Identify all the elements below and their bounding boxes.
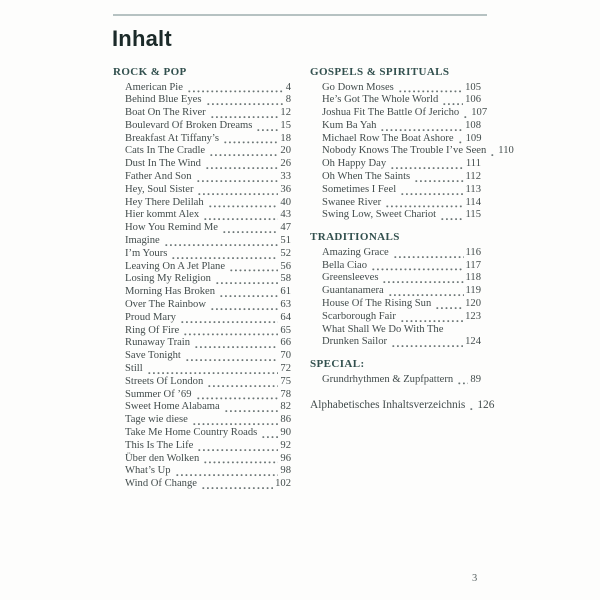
toc-entry [113,261,291,274]
toc-entry [113,363,291,376]
entry-page-number: 120 [465,297,481,309]
entry-title: Über den Wolken [125,452,200,464]
entry-title: Scarborough Fair [322,310,396,322]
entry-title: Sweet Home Alabama [125,401,220,413]
toc-entry [113,107,291,120]
toc-entry [113,453,291,466]
entry-page-number: 72 [280,363,291,375]
dot-leader [261,427,278,440]
entry-title: Over The Rainbow [125,299,207,311]
dot-leader [256,120,278,133]
toc-column-left [113,66,291,491]
entry-title: Streets Of London [125,375,204,387]
entry-title: This Is The Life [125,439,194,451]
entry-page-number: 65 [280,324,291,336]
entry-title: Oh When The Saints [322,171,411,183]
toc-column-right [310,66,514,412]
dot-leader [222,222,278,235]
entry-title: Joshua Fit The Battle Of Jericho [322,107,460,119]
entry-page-number: 106 [465,94,481,106]
toc-section [310,358,481,386]
entry-page-number: 108 [465,119,481,131]
dot-leader [185,350,279,363]
entry-title: Kum Ba Yah [322,119,377,131]
toc-entry [310,324,481,337]
toc-entry [310,298,481,311]
toc-entry [310,260,481,273]
entry-page-number: 82 [280,401,291,413]
dot-leader [435,298,463,311]
entry-page-number: 58 [280,273,291,285]
entry-title: Guantanamera [322,285,384,297]
entry-page-number: 119 [465,285,481,297]
entry-title: Dust In The Wind [125,158,201,170]
entry-title: Hey There Delilah [125,196,204,208]
dot-leader [171,248,278,261]
toc-entry [113,209,291,222]
entry-page-number: 115 [465,209,481,221]
dot-leader [210,107,279,120]
dot-leader [380,120,463,133]
toc-entry [310,94,481,107]
toc-entry [310,197,481,210]
dot-leader [229,261,278,274]
toc-entry [113,427,291,440]
entry-title: Nobody Knows The Trouble I’ve Seen [322,145,487,157]
entry-page-number: 78 [280,388,291,400]
dot-leader [388,285,464,298]
dot-leader [180,312,279,325]
dot-leader [192,414,279,427]
dot-leader [393,247,464,260]
toc-entry [310,272,481,285]
toc-entry [113,478,291,491]
toc-entry [113,248,291,261]
toc-entry [310,209,481,222]
toc-entry [113,299,291,312]
toc-entry [310,399,495,412]
entry-page-number: 117 [465,259,481,271]
toc-entry [310,247,481,260]
toc-entry [113,133,291,146]
toc-entry [113,94,291,107]
entry-page-number: 109 [465,132,482,144]
entry-title: What Shall We Do With The [322,323,444,335]
entry-title: Greensleeves [322,272,379,284]
entry-title: Losing My Religion [125,273,211,285]
entry-title: Boulevard Of Broken Dreams [125,119,253,131]
entry-page-number: 66 [280,337,291,349]
dot-leader [194,337,278,350]
dot-leader [371,260,463,273]
entry-title: Proud Mary [125,311,176,323]
entry-title: Tage wie diese [125,414,188,426]
dot-leader [400,184,463,197]
toc-entry [113,389,291,402]
entry-title: Cats In The Cradle [125,145,206,157]
toc-entry [113,171,291,184]
toc-entry [310,82,481,95]
entry-title: He’s Got The Whole World [322,94,439,106]
entry-page-number: 47 [280,222,291,234]
entry-page-number: 110 [498,145,514,157]
entry-page-number: 20 [280,145,291,157]
dot-leader [203,453,278,466]
entry-page-number: 118 [465,272,481,284]
toc-entry [113,440,291,453]
toc-entry [113,158,291,171]
toc-entry [113,376,291,389]
dot-leader [175,465,279,478]
dot-leader [414,171,463,184]
entry-title: Take Me Home Country Roads [125,427,258,439]
toc-entry [113,222,291,235]
entry-title: Grundrhythmen & Zupfpattern [322,373,454,385]
dot-leader [382,272,463,285]
dot-leader [391,336,463,349]
dot-leader [463,107,469,120]
entry-page-number: 96 [280,452,291,464]
entry-title: Wind Of Change [125,478,197,490]
entry-title: Ring Of Fire [125,324,180,336]
folio-page-number: 3 [472,573,478,584]
entry-page-number: 107 [471,107,488,119]
toc-entry [310,107,488,120]
dot-leader [206,94,284,107]
toc-entry [113,401,291,414]
section-heading: SPECIAL: [310,358,365,371]
toc-entry [310,285,481,298]
entry-title: Morning Has Broken [125,286,216,298]
dot-leader [197,440,278,453]
toc-entry [113,312,291,325]
dot-leader [215,273,278,286]
entry-page-number: 102 [275,478,291,490]
entry-title: Sometimes I Feel [322,183,397,195]
entry-page-number: 90 [280,427,291,439]
entry-page-number: 98 [280,465,291,477]
toc-entry [113,286,291,299]
toc-section [310,399,495,412]
dot-leader [207,376,278,389]
dot-leader [398,82,463,95]
toc-entry [310,311,481,324]
dot-leader [197,184,278,197]
entry-page-number: 61 [280,286,291,298]
entry-title: Alphabetisches Inhaltsverzeichnis [310,399,466,412]
entry-page-number: 111 [465,158,481,170]
dot-leader [440,209,463,222]
dot-leader [390,158,464,171]
toc-entry [310,158,481,171]
entry-title: Behind Blue Eyes [125,94,202,106]
toc-entry [310,120,481,133]
toc-entry [113,465,291,478]
entry-page-number: 105 [465,81,481,93]
toc-section [310,66,514,222]
entry-title: How You Remind Me [125,222,218,234]
toc-entry [310,133,481,146]
dot-leader [223,133,278,146]
entry-page-number: 52 [280,247,291,259]
entry-title: Drunken Sailor [322,336,388,348]
dot-leader [183,325,278,338]
section-heading: TRADITIONALS [310,231,400,244]
entry-page-number: 12 [280,107,291,119]
toc-entry [113,82,291,95]
entry-page-number: 126 [477,399,495,412]
entry-page-number: 51 [280,235,291,247]
entry-page-number: 86 [280,414,291,426]
entry-page-number: 64 [280,311,291,323]
entry-page-number: 18 [280,132,291,144]
entry-page-number: 36 [280,183,291,195]
entry-page-number: 113 [465,183,481,195]
section-heading: ROCK & POP [113,66,187,78]
entry-title: Father And Son [125,171,192,183]
entry-page-number: 56 [280,260,291,272]
toc-entry [113,273,291,286]
entry-page-number: 63 [280,299,291,311]
entry-title: I’m Yours [125,247,168,259]
dot-leader [457,374,468,387]
toc-entry [113,325,291,338]
toc-entry [113,184,291,197]
entry-title: Swing Low, Sweet Chariot [322,209,437,221]
entry-title: What’s Up [125,465,171,477]
dot-leader [458,133,464,146]
dot-leader [205,158,278,171]
toc-entry [113,235,291,248]
dot-leader [164,235,279,248]
dot-leader [469,399,475,412]
dot-leader [385,197,463,210]
toc-entry [310,184,481,197]
entry-title: Hier kommt Alex [125,209,200,221]
toc-entry [310,145,514,158]
dot-leader [219,286,278,299]
entry-title: Swanee River [322,196,382,208]
entry-title: Michael Row The Boat Ashore [322,132,454,144]
entry-title: Boat On The River [125,107,206,119]
dot-leader [209,145,278,158]
entry-title: Runaway Train [125,337,191,349]
toc-entry [310,336,481,349]
entry-title: Save Tonight [125,350,181,362]
entry-title: Bella Ciao [322,259,368,271]
dot-leader [442,94,463,107]
dot-leader [147,363,279,376]
entry-page-number: 116 [465,246,481,258]
entry-title: House Of The Rising Sun [322,297,432,309]
dot-leader [187,82,284,95]
entry-title: Still [125,363,143,375]
dot-leader [203,209,278,222]
entry-page-number: 124 [465,336,481,348]
entry-page-number: 114 [465,196,481,208]
toc-entry [113,350,291,363]
dot-leader [400,311,463,324]
toc-entry [310,171,481,184]
entry-title: Oh Happy Day [322,158,387,170]
entry-title: Summer Of ’69 [125,388,192,400]
dot-leader [201,478,273,491]
entry-page-number: 8 [285,94,291,106]
toc-section [310,231,481,349]
dot-leader [490,145,496,158]
entry-page-number: 75 [280,375,291,387]
toc-entry [113,414,291,427]
entry-page-number: 112 [465,171,481,183]
toc-section [113,66,291,491]
header-rule [113,14,487,16]
entry-title: Go Down Moses [322,81,394,93]
entry-title: Imagine [125,235,160,247]
toc-entry [113,145,291,158]
entry-page-number: 40 [280,196,291,208]
entry-title: Leaving On A Jet Plane [125,260,226,272]
dot-leader [210,299,278,312]
dot-leader [208,197,279,210]
toc-entry [113,337,291,350]
entry-page-number: 70 [280,350,291,362]
toc-entry [113,120,291,133]
dot-leader [196,171,279,184]
dot-leader [224,401,279,414]
toc-entry [310,374,481,387]
entry-page-number: 26 [280,158,291,170]
section-heading: GOSPELS & SPIRITUALS [310,66,450,78]
entry-page-number: 4 [285,81,291,93]
entry-title: American Pie [125,81,183,93]
page-title: Inhalt [112,26,172,51]
entry-page-number: 89 [470,373,481,385]
entry-title: Breakfast At Tiffany’s [125,132,219,144]
entry-page-number: 43 [280,209,291,221]
entry-title: Amazing Grace [322,246,389,258]
toc-entry [113,197,291,210]
entry-title: Hey, Soul Sister [125,183,194,195]
entry-page-number: 123 [465,310,481,322]
entry-page-number: 15 [280,119,291,131]
entry-page-number: 33 [280,171,291,183]
entry-page-number: 92 [280,439,291,451]
dot-leader [196,389,279,402]
